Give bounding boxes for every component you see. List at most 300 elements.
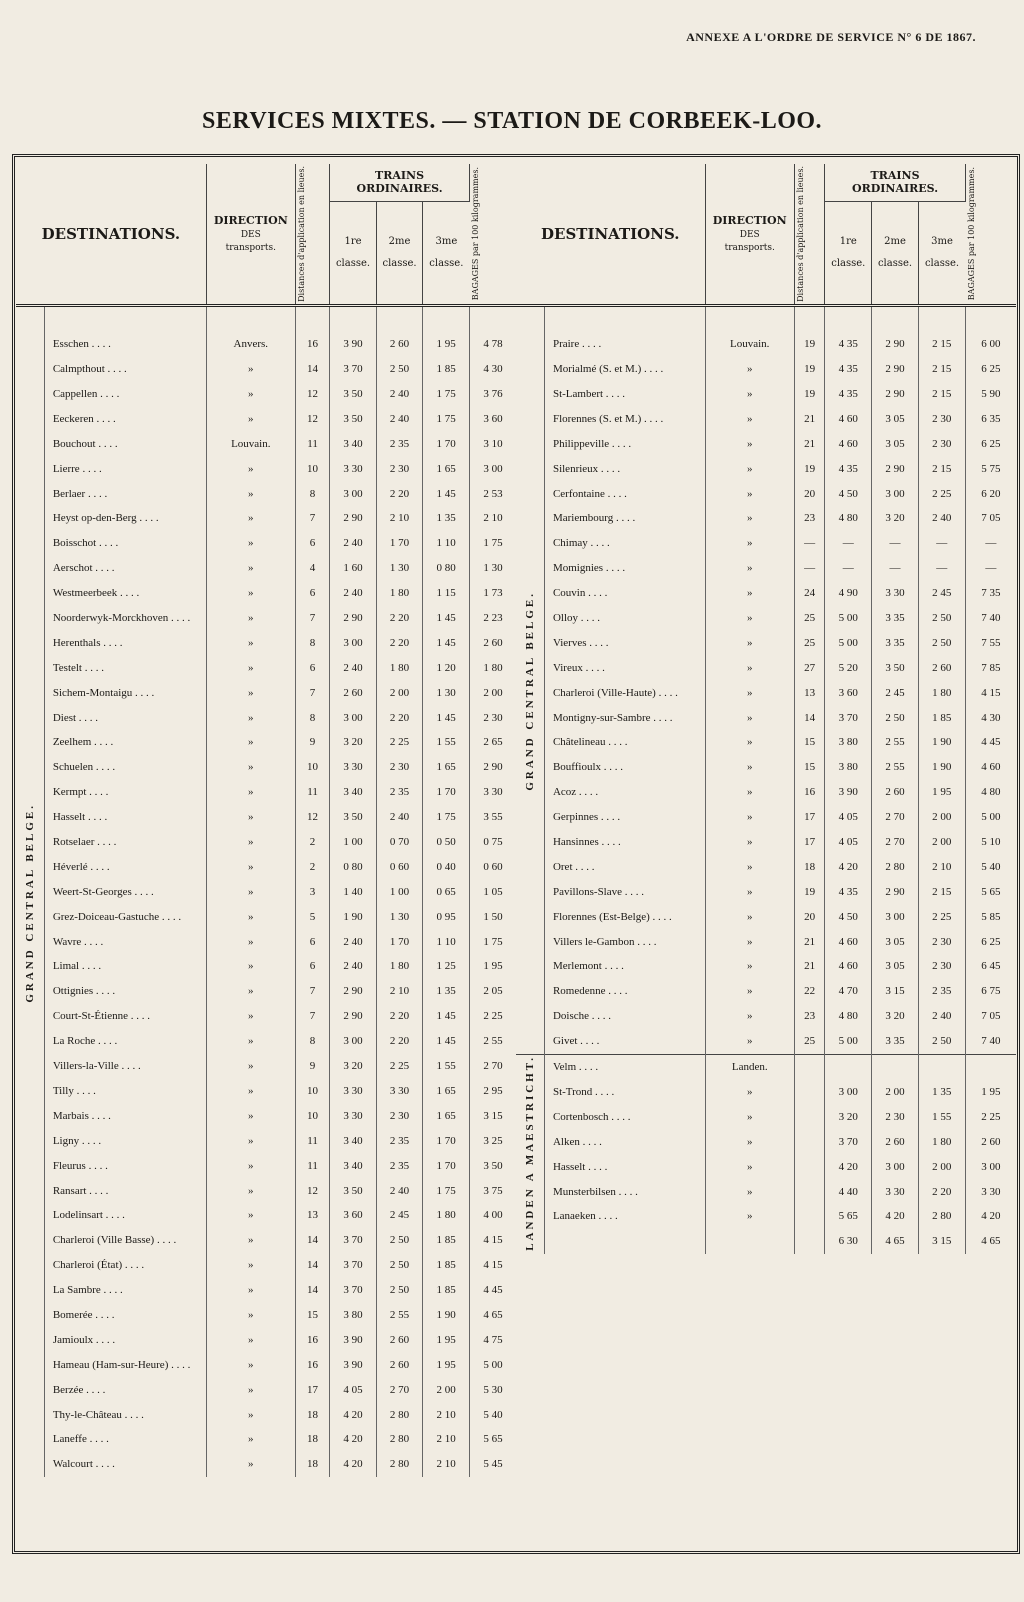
class-3-header-right: 3me classe.: [918, 201, 965, 305]
direction-cell: »: [206, 630, 295, 655]
distances-header: Distances d'application en lieues.: [295, 164, 329, 305]
class-1-price: 4 35: [825, 456, 872, 481]
table-row: [16, 606, 516, 631]
destination-name: Ligny . . . .: [44, 1128, 206, 1153]
destination-name: Bouchout . . . .: [44, 431, 206, 456]
distance-cell: 20: [794, 904, 824, 929]
distance-cell: 10: [295, 755, 329, 780]
class-1-price: 3 20: [330, 1054, 377, 1079]
distance-cell: 22: [794, 979, 824, 1004]
destination-name: Jamioulx . . . .: [44, 1327, 206, 1352]
distance-cell: 10: [295, 1103, 329, 1128]
class-3-price: 2 10: [423, 1427, 470, 1452]
class-3-price: 2 15: [918, 332, 965, 357]
distance-cell: 21: [794, 929, 824, 954]
direction-cell: »: [206, 1054, 295, 1079]
direction-cell: »: [705, 854, 794, 879]
bagages-price: 6 00: [981, 338, 1001, 351]
destination-name: Thy-le-Château . . . .: [44, 1402, 206, 1427]
distance-cell: 8: [295, 705, 329, 730]
class-3-price: —: [918, 556, 965, 581]
distance-cell: 8: [295, 630, 329, 655]
direction-cell: »: [206, 456, 295, 481]
class-2-price: 2 40: [376, 382, 423, 407]
class-1-price: 3 90: [330, 1327, 377, 1352]
page-title: SERVICES MIXTES. — STATION DE CORBEEK-LOO.: [201, 108, 823, 134]
direction-cell: »: [705, 1104, 794, 1129]
distance-cell: [794, 1104, 824, 1129]
bagages-price: 7 05: [981, 1010, 1001, 1023]
class-1-price: 4 35: [825, 879, 872, 904]
table-row: [516, 1080, 1016, 1105]
class-2-price: 3 35: [872, 1029, 919, 1054]
table-row: [516, 481, 1016, 506]
destinations-header-right: DESTINATIONS.: [516, 164, 705, 305]
class-1-price: 4 70: [825, 979, 872, 1004]
direction-header: DIRECTION DES transports.: [206, 164, 295, 305]
bagages-price: 4 15: [483, 1259, 503, 1272]
table-row: [516, 506, 1016, 531]
destination-name: Gerpinnes . . . .: [544, 805, 705, 830]
right-table-body: [516, 305, 1016, 1253]
class-3-price: 2 30: [918, 954, 965, 979]
class-3-price: 2 35: [918, 979, 965, 1004]
direction-cell: »: [705, 830, 794, 855]
distance-cell: 9: [295, 730, 329, 755]
bagages-price: 1 73: [483, 587, 503, 600]
distance-cell: 14: [295, 1253, 329, 1278]
destination-name: Acoz . . . .: [544, 780, 705, 805]
class-1-price: 2 40: [330, 655, 377, 680]
distance-cell: 19: [794, 879, 824, 904]
railway-group-label: LANDEN A MAESTRICHT.: [516, 1054, 544, 1254]
table-row: [16, 805, 516, 830]
destination-name: Hasselt . . . .: [544, 1154, 705, 1179]
destination-name: Pavillons-Slave . . . .: [544, 879, 705, 904]
distance-cell: 15: [794, 755, 824, 780]
class-1-price: 4 90: [825, 581, 872, 606]
distance-cell: 19: [794, 332, 824, 357]
destination-name: Walcourt . . . .: [44, 1452, 206, 1477]
class-2-price: 2 30: [376, 1103, 423, 1128]
distance-cell: 14: [295, 357, 329, 382]
bagages-price: 4 80: [981, 786, 1001, 799]
class-3-price: 1 75: [423, 406, 470, 431]
class-1-price: 3 70: [330, 1278, 377, 1303]
direction-cell: »: [705, 1154, 794, 1179]
bagages-price: 4 78: [483, 338, 503, 351]
bagages-price: 2 60: [981, 1135, 1001, 1148]
direction-cell: »: [705, 979, 794, 1004]
class-2-price: 2 50: [376, 357, 423, 382]
table-row: [16, 1452, 516, 1477]
direction-cell: »: [206, 1278, 295, 1303]
class-2-price: 2 60: [872, 1129, 919, 1154]
class-1-price: 1 40: [330, 879, 377, 904]
distance-cell: 11: [295, 780, 329, 805]
class-3-price: 2 10: [918, 854, 965, 879]
class-1-price: 3 20: [330, 730, 377, 755]
bagages-price: 7 40: [981, 612, 1001, 625]
table-row: [16, 655, 516, 680]
distance-cell: 23: [794, 1004, 824, 1029]
distance-cell: 25: [794, 630, 824, 655]
class-2-price: 2 40: [376, 406, 423, 431]
bagages-price: 2 53: [483, 487, 503, 500]
direction-cell: »: [705, 705, 794, 730]
table-row: [516, 431, 1016, 456]
class-3-price: 1 35: [918, 1080, 965, 1105]
class-1-price: 4 35: [825, 357, 872, 382]
table-row: [16, 1278, 516, 1303]
table-row: [16, 705, 516, 730]
direction-cell: »: [206, 357, 295, 382]
table-row: [516, 780, 1016, 805]
direction-cell: »: [206, 531, 295, 556]
destination-name: Weert-St-Georges . . . .: [44, 879, 206, 904]
bagages-price: 3 10: [483, 437, 503, 450]
bagages-price: 4 65: [483, 1308, 503, 1321]
distance-cell: 19: [794, 357, 824, 382]
distance-cell: 9: [295, 1054, 329, 1079]
distance-cell: 6: [295, 531, 329, 556]
distance-cell: 6: [295, 929, 329, 954]
bagages-price: 3 00: [981, 1160, 1001, 1173]
class-2-price: 0 60: [376, 854, 423, 879]
direction-cell: »: [705, 730, 794, 755]
distance-cell: 14: [794, 705, 824, 730]
destination-name: Ottignies . . . .: [44, 979, 206, 1004]
distance-cell: 16: [794, 780, 824, 805]
distance-cell: 7: [295, 680, 329, 705]
class-3-price: 1 95: [423, 332, 470, 357]
destination-name: Silenrieux . . . .: [544, 456, 705, 481]
class-3-price: 1 10: [423, 531, 470, 556]
class-1-price: 4 80: [825, 506, 872, 531]
distance-cell: 19: [794, 456, 824, 481]
distance-cell: 7: [295, 979, 329, 1004]
bagages-price: 5 30: [483, 1383, 503, 1396]
bagages-price: 4 65: [981, 1235, 1001, 1248]
table-row: [516, 854, 1016, 879]
table-row: [516, 1179, 1016, 1204]
destination-name: Charleroi (État) . . . .: [44, 1253, 206, 1278]
distance-cell: 15: [295, 1303, 329, 1328]
class-3-price: [918, 1054, 965, 1079]
direction-cell: »: [206, 755, 295, 780]
class-3-price: 1 35: [423, 979, 470, 1004]
bagages-price: 2 00: [483, 686, 503, 699]
destination-name: Westmeerbeek . . . .: [44, 581, 206, 606]
class-1-price: 2 90: [330, 606, 377, 631]
right-panel: [516, 164, 1016, 1254]
distance-cell: 7: [295, 1004, 329, 1029]
class-2-price: 2 25: [376, 1054, 423, 1079]
table-row: [16, 1128, 516, 1153]
destination-name: Alken . . . .: [544, 1129, 705, 1154]
destination-name: Charleroi (Ville Basse) . . . .: [44, 1228, 206, 1253]
table-row: [16, 929, 516, 954]
distance-cell: 16: [295, 1352, 329, 1377]
class-3-price: 1 10: [423, 929, 470, 954]
bagages-price: 2 25: [483, 1010, 503, 1023]
class-1-price: 3 00: [330, 705, 377, 730]
trains-header: TRAINS ORDINAIRES.: [330, 164, 470, 201]
class-3-price: 1 70: [423, 431, 470, 456]
class-2-price: 2 20: [376, 606, 423, 631]
class-2-price: 3 30: [872, 581, 919, 606]
bagages-price: 3 30: [483, 786, 503, 799]
bagages-price: 2 55: [483, 1035, 503, 1048]
direction-cell: »: [705, 1179, 794, 1204]
bagages-price: —: [985, 537, 997, 550]
table-row: [16, 730, 516, 755]
class-1-price: 3 40: [330, 780, 377, 805]
distance-cell: 23: [794, 506, 824, 531]
destination-name: Oret . . . .: [544, 854, 705, 879]
class-3-price: 2 15: [918, 357, 965, 382]
class-2-price: 2 45: [872, 680, 919, 705]
direction-cell: »: [705, 1004, 794, 1029]
distance-cell: 12: [295, 1178, 329, 1203]
direction-cell: »: [705, 357, 794, 382]
class-1-price: 4 60: [825, 406, 872, 431]
class-3-price: 1 85: [423, 357, 470, 382]
table-row: [516, 531, 1016, 556]
class-2-price: 2 30: [376, 456, 423, 481]
bagages-price: 3 55: [483, 811, 503, 824]
table-row: [516, 1204, 1016, 1229]
table-row: [16, 630, 516, 655]
bagages-price: 4 45: [483, 1284, 503, 1297]
direction-cell: »: [206, 1004, 295, 1029]
class-1-price: 3 70: [825, 1129, 872, 1154]
class-2-price: 2 90: [872, 357, 919, 382]
class-1-price: 0 80: [330, 854, 377, 879]
class-1-price: 4 05: [825, 830, 872, 855]
class-2-price: 3 00: [872, 904, 919, 929]
class-2-price: 3 00: [872, 481, 919, 506]
distance-cell: [794, 1179, 824, 1204]
table-row: [16, 431, 516, 456]
bagages-price: 2 70: [483, 1060, 503, 1073]
distance-cell: 21: [794, 406, 824, 431]
bagages-price: 3 30: [981, 1185, 1001, 1198]
bagages-price: 1 50: [483, 910, 503, 923]
class-3-price: 1 65: [423, 1103, 470, 1128]
class-1-price: 4 20: [330, 1402, 377, 1427]
class-3-price: 1 55: [918, 1104, 965, 1129]
class-2-price: 2 30: [376, 755, 423, 780]
class-3-price: 1 70: [423, 1128, 470, 1153]
bagages-price: 7 85: [981, 661, 1001, 674]
class-3-price: 1 95: [423, 1327, 470, 1352]
table-row: [16, 755, 516, 780]
class-2-price: 3 20: [872, 1004, 919, 1029]
table-row: [16, 1054, 516, 1079]
table-row: [16, 481, 516, 506]
bagages-price: 4 30: [981, 711, 1001, 724]
table-row: [16, 506, 516, 531]
class-3-price: 1 90: [423, 1303, 470, 1328]
class-1-price: 3 00: [825, 1080, 872, 1105]
direction-cell: »: [206, 1228, 295, 1253]
distance-cell: [794, 1054, 824, 1079]
direction-cell: »: [705, 755, 794, 780]
destination-name: Calmpthout . . . .: [44, 357, 206, 382]
class-2-price: 1 70: [376, 531, 423, 556]
class-2-price: 2 90: [872, 456, 919, 481]
class-3-price: 2 00: [918, 805, 965, 830]
class-3-price: 1 45: [423, 1029, 470, 1054]
class-1-price: 5 00: [825, 630, 872, 655]
class-1-price: 4 05: [330, 1377, 377, 1402]
direction-cell: »: [705, 929, 794, 954]
class-3-price: 2 30: [918, 929, 965, 954]
table-row: [16, 556, 516, 581]
class-2-price: 2 70: [872, 830, 919, 855]
bagages-price: 5 00: [981, 811, 1001, 824]
class-1-price: 3 40: [330, 1153, 377, 1178]
bagages-price: 7 05: [981, 512, 1001, 525]
bagages-price: 5 40: [981, 860, 1001, 873]
class-2-price: 2 50: [872, 705, 919, 730]
class-3-price: 2 15: [918, 382, 965, 407]
table-row: [516, 805, 1016, 830]
class-2-price: 1 80: [376, 655, 423, 680]
class-2-price: —: [872, 556, 919, 581]
bagages-price: 5 65: [981, 885, 1001, 898]
bagages-price: —: [985, 562, 997, 575]
bagages-price: 4 60: [981, 761, 1001, 774]
class-2-price: 2 70: [872, 805, 919, 830]
class-1-price: 4 60: [825, 954, 872, 979]
class-1-price: 4 40: [825, 1179, 872, 1204]
distance-cell: 7: [295, 606, 329, 631]
direction-cell: »: [705, 1129, 794, 1154]
class-3-price: 2 25: [918, 481, 965, 506]
distance-cell: 14: [295, 1278, 329, 1303]
direction-header-right: DIRECTION DES transports.: [705, 164, 794, 305]
class-2-price: 3 00: [872, 1154, 919, 1179]
table-row: [16, 1327, 516, 1352]
destination-name: Lanaeken . . . .: [544, 1204, 705, 1229]
class-3-price: 1 45: [423, 705, 470, 730]
distance-cell: 2: [295, 830, 329, 855]
class-3-price: 1 70: [423, 1153, 470, 1178]
direction-cell: »: [206, 1103, 295, 1128]
distance-cell: 6: [295, 581, 329, 606]
class-3-price: 1 85: [423, 1228, 470, 1253]
bagages-price: 5 00: [483, 1358, 503, 1371]
class-3-price: 1 15: [423, 581, 470, 606]
bagages-price: 6 75: [981, 985, 1001, 998]
direction-cell: »: [206, 1203, 295, 1228]
class-3-price: 2 50: [918, 606, 965, 631]
bagages-price: 2 10: [483, 512, 503, 525]
bagages-price: 3 76: [483, 388, 503, 400]
class-1-price: 3 50: [330, 805, 377, 830]
class-2-header: 2me classe.: [376, 201, 423, 305]
class-1-price: 2 40: [330, 929, 377, 954]
table-row: [516, 705, 1016, 730]
distance-cell: [794, 1229, 824, 1254]
table-row: [516, 680, 1016, 705]
direction-cell: »: [206, 1029, 295, 1054]
table-row: [16, 879, 516, 904]
class-1-price: 5 00: [825, 1029, 872, 1054]
direction-cell: [705, 1229, 794, 1254]
class-2-price: 1 70: [376, 929, 423, 954]
distance-cell: 6: [295, 954, 329, 979]
distances-header-right: Distances d'application en lieues.: [794, 164, 824, 305]
destination-name: Wavre . . . .: [44, 929, 206, 954]
table-row: [516, 1029, 1016, 1054]
distance-cell: 18: [295, 1427, 329, 1452]
class-1-price: 3 00: [330, 630, 377, 655]
table-row: [16, 406, 516, 431]
bagages-price: 6 45: [981, 960, 1001, 973]
distance-cell: [794, 1154, 824, 1179]
class-1-price: 4 50: [825, 481, 872, 506]
class-3-price: 2 20: [918, 1179, 965, 1204]
distance-cell: 11: [295, 1128, 329, 1153]
class-2-price: 2 00: [376, 680, 423, 705]
class-3-price: 1 80: [918, 680, 965, 705]
destination-name: Velm . . . .: [544, 1054, 705, 1079]
destination-name: Châtelineau . . . .: [544, 730, 705, 755]
bagages-header-right: BAGAGES par 100 kilogrammes.: [965, 164, 1016, 305]
destination-name: La Roche . . . .: [44, 1029, 206, 1054]
table-row: [516, 556, 1016, 581]
direction-cell: »: [206, 406, 295, 431]
direction-cell: »: [206, 680, 295, 705]
class-3-price: 2 45: [918, 581, 965, 606]
left-table: [16, 164, 516, 1477]
destination-name: Chimay . . . .: [544, 531, 705, 556]
direction-cell: »: [705, 431, 794, 456]
table-row: [16, 1103, 516, 1128]
destination-name: Kermpt . . . .: [44, 780, 206, 805]
bagages-price: 2 95: [483, 1084, 503, 1097]
destination-name: Givet . . . .: [544, 1029, 705, 1054]
class-1-price: 4 35: [825, 382, 872, 407]
class-1-price: 4 80: [825, 1004, 872, 1029]
distance-cell: 18: [794, 854, 824, 879]
direction-cell: »: [206, 1427, 295, 1452]
class-1-price: 3 80: [825, 755, 872, 780]
class-1-price: 3 20: [825, 1104, 872, 1129]
table-row: [516, 1004, 1016, 1029]
bagages-price: 4 00: [483, 1209, 503, 1222]
class-1-price: 3 90: [330, 1352, 377, 1377]
class-1-price: 3 30: [330, 755, 377, 780]
distance-cell: 16: [295, 332, 329, 357]
class-3-price: 2 25: [918, 904, 965, 929]
destination-name: Merlemont . . . .: [544, 954, 705, 979]
bagages-price: 2 23: [483, 612, 503, 625]
destination-name: Bouffioulx . . . .: [544, 755, 705, 780]
class-1-price: 3 80: [330, 1303, 377, 1328]
class-2-price: [872, 1054, 919, 1079]
distance-cell: 12: [295, 382, 329, 407]
class-3-price: 1 80: [918, 1129, 965, 1154]
direction-cell: »: [206, 904, 295, 929]
class-2-price: 2 80: [872, 854, 919, 879]
class-2-price: 2 50: [376, 1228, 423, 1253]
class-1-price: 3 00: [330, 481, 377, 506]
direction-cell: »: [206, 1178, 295, 1203]
